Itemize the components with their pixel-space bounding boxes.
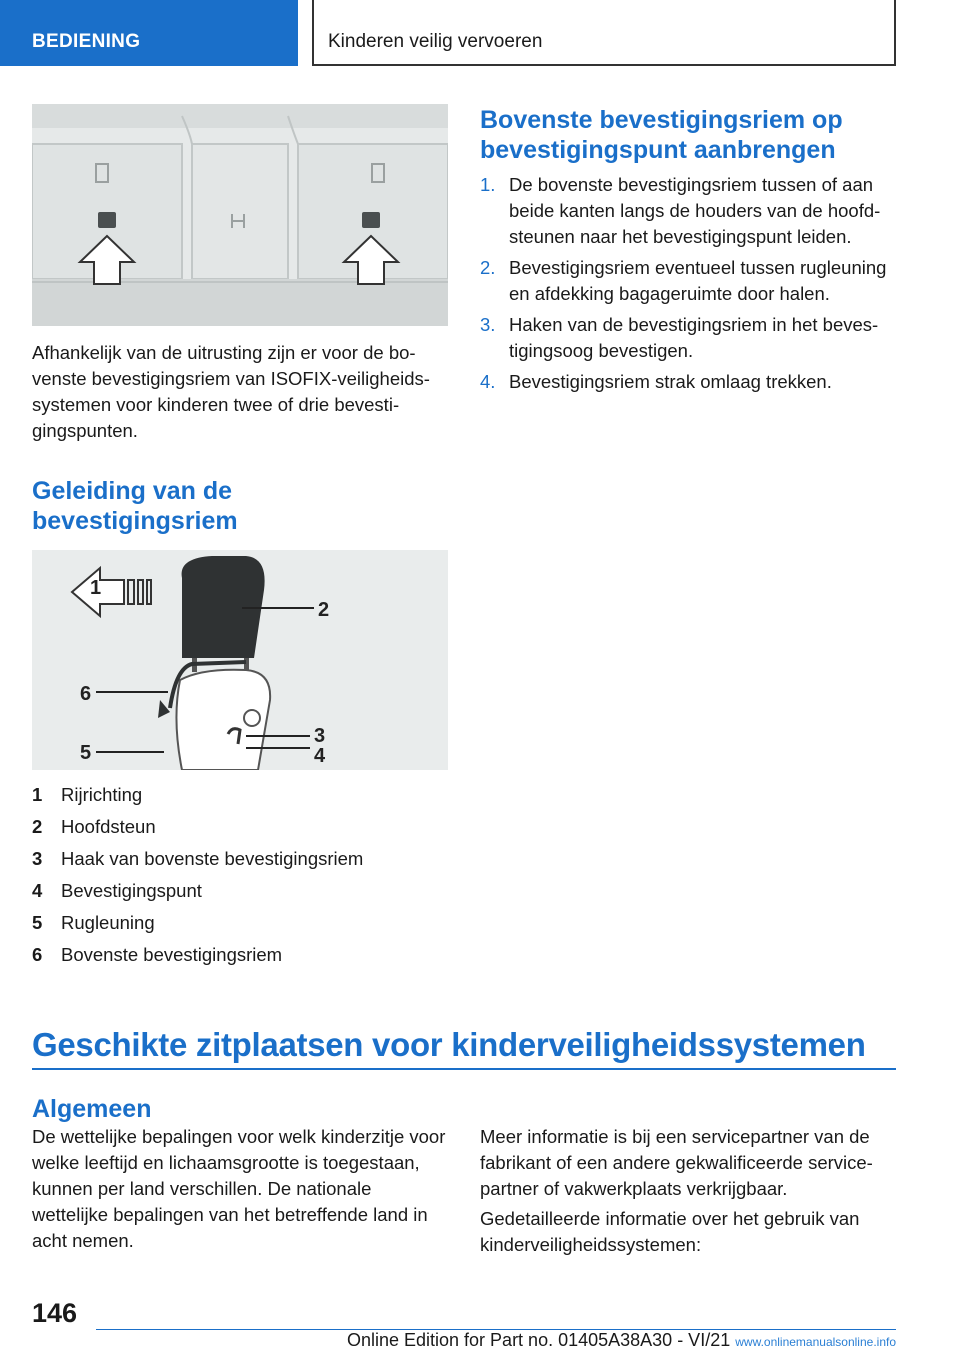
- legend-item: [32, 846, 452, 878]
- callout-3: 3: [314, 725, 326, 747]
- legend-number: 2: [32, 816, 43, 837]
- chapter-tab: BEDIENING: [0, 0, 298, 66]
- callout-1: 1: [90, 577, 102, 599]
- step-number: 1.: [480, 174, 496, 195]
- general-heading: Algemeen: [32, 1095, 152, 1123]
- steps-list: [480, 172, 900, 400]
- figure-legend: [32, 782, 452, 974]
- guide-heading: Geleiding van de bevestigingsriem: [32, 477, 238, 535]
- footer-watermark-link[interactable]: www.onlinemanualsonline.info: [735, 1335, 896, 1349]
- footer-edition-text: Online Edition for Part no. 01405A38A30 - VI/21: [346, 1330, 731, 1350]
- right-heading: Bovenste bevestigingsriem op bevestigingspunt aanbrengen: [480, 106, 843, 164]
- step-text: Bevestigingsriem strak omlaag trekken.: [509, 371, 832, 392]
- step-text: Haken van de bevestigingsriem in het bevestigingsoog bevestigen.: [509, 314, 879, 361]
- legend-number: 6: [32, 944, 43, 965]
- legend-text: Haak van bovenste bevestigingsriem: [61, 848, 364, 869]
- callout-4: 4: [314, 745, 326, 767]
- callout-6: 6: [80, 683, 92, 705]
- footer-edition: [347, 1330, 896, 1351]
- step-item: [480, 369, 900, 395]
- section-heading: Geschikte zitplaatsen voor kinderveiligheidssystemen: [32, 1026, 866, 1063]
- step-text: De bovenste bevestigingsriem tussen of aan beide kanten langs de houders van de hoofdsteunen naar het bevestigingspunt leiden.: [509, 174, 881, 247]
- section-divider: [32, 1068, 896, 1070]
- legend-number: 3: [32, 848, 43, 869]
- legend-number: 5: [32, 912, 43, 933]
- legend-item: [32, 910, 452, 942]
- step-text: Bevestigingsriem eventueel tussen rugleuning en afdekking bagageruimte door halen.: [509, 257, 887, 304]
- section-title: Kinderen veilig vervoeren: [312, 0, 896, 66]
- legend-item: [32, 814, 452, 846]
- general-right-paragraph-2: Gedetailleerde informatie over het gebruik van kinderveiligheidssystemen:: [480, 1208, 860, 1255]
- step-number: 3.: [480, 314, 496, 335]
- step-item: [480, 255, 900, 307]
- legend-item: [32, 942, 452, 974]
- legend-number: 1: [32, 784, 43, 805]
- step-item: [480, 312, 900, 364]
- page-number: 146: [32, 1298, 78, 1328]
- legend-item: [32, 782, 452, 814]
- legend-item: [32, 878, 452, 910]
- legend-text: Hoofdsteun: [61, 816, 156, 837]
- tether-routing-figure: [32, 550, 448, 770]
- callout-2: 2: [318, 599, 330, 621]
- step-number: 4.: [480, 371, 496, 392]
- legend-text: Bovenste bevestigingsriem: [61, 944, 283, 965]
- legend-text: Rugleuning: [61, 912, 155, 933]
- legend-text: Bevestigingspunt: [61, 880, 202, 901]
- anchor-points-figure: [32, 104, 448, 326]
- step-item: [480, 172, 900, 250]
- step-number: 2.: [480, 257, 496, 278]
- legend-number: 4: [32, 880, 43, 901]
- callout-5: 5: [80, 742, 92, 764]
- general-left-paragraph: De wettelijke bepalingen voor welk kinderzitje voor welke leeftijd en lichaamsgrootte is toegestaan, kunnen per land verschillen. De nationale wettelijke bepalingen van het betreffende land in acht nemen.: [32, 1126, 446, 1251]
- intro-paragraph: Afhankelijk van de uitrusting zijn er voor de bovenste bevestigingsriem van ISOFIX-veiligheidssystemen voor kinderen twee of drie bevestigingspunten.: [32, 342, 430, 441]
- legend-text: Rijrichting: [61, 784, 143, 805]
- general-right-paragraph-1: Meer informatie is bij een servicepartner van de fabrikant of een andere gekwalificeerde servicepartner of vakwerkplaats verkrijgbaar.: [480, 1126, 873, 1199]
